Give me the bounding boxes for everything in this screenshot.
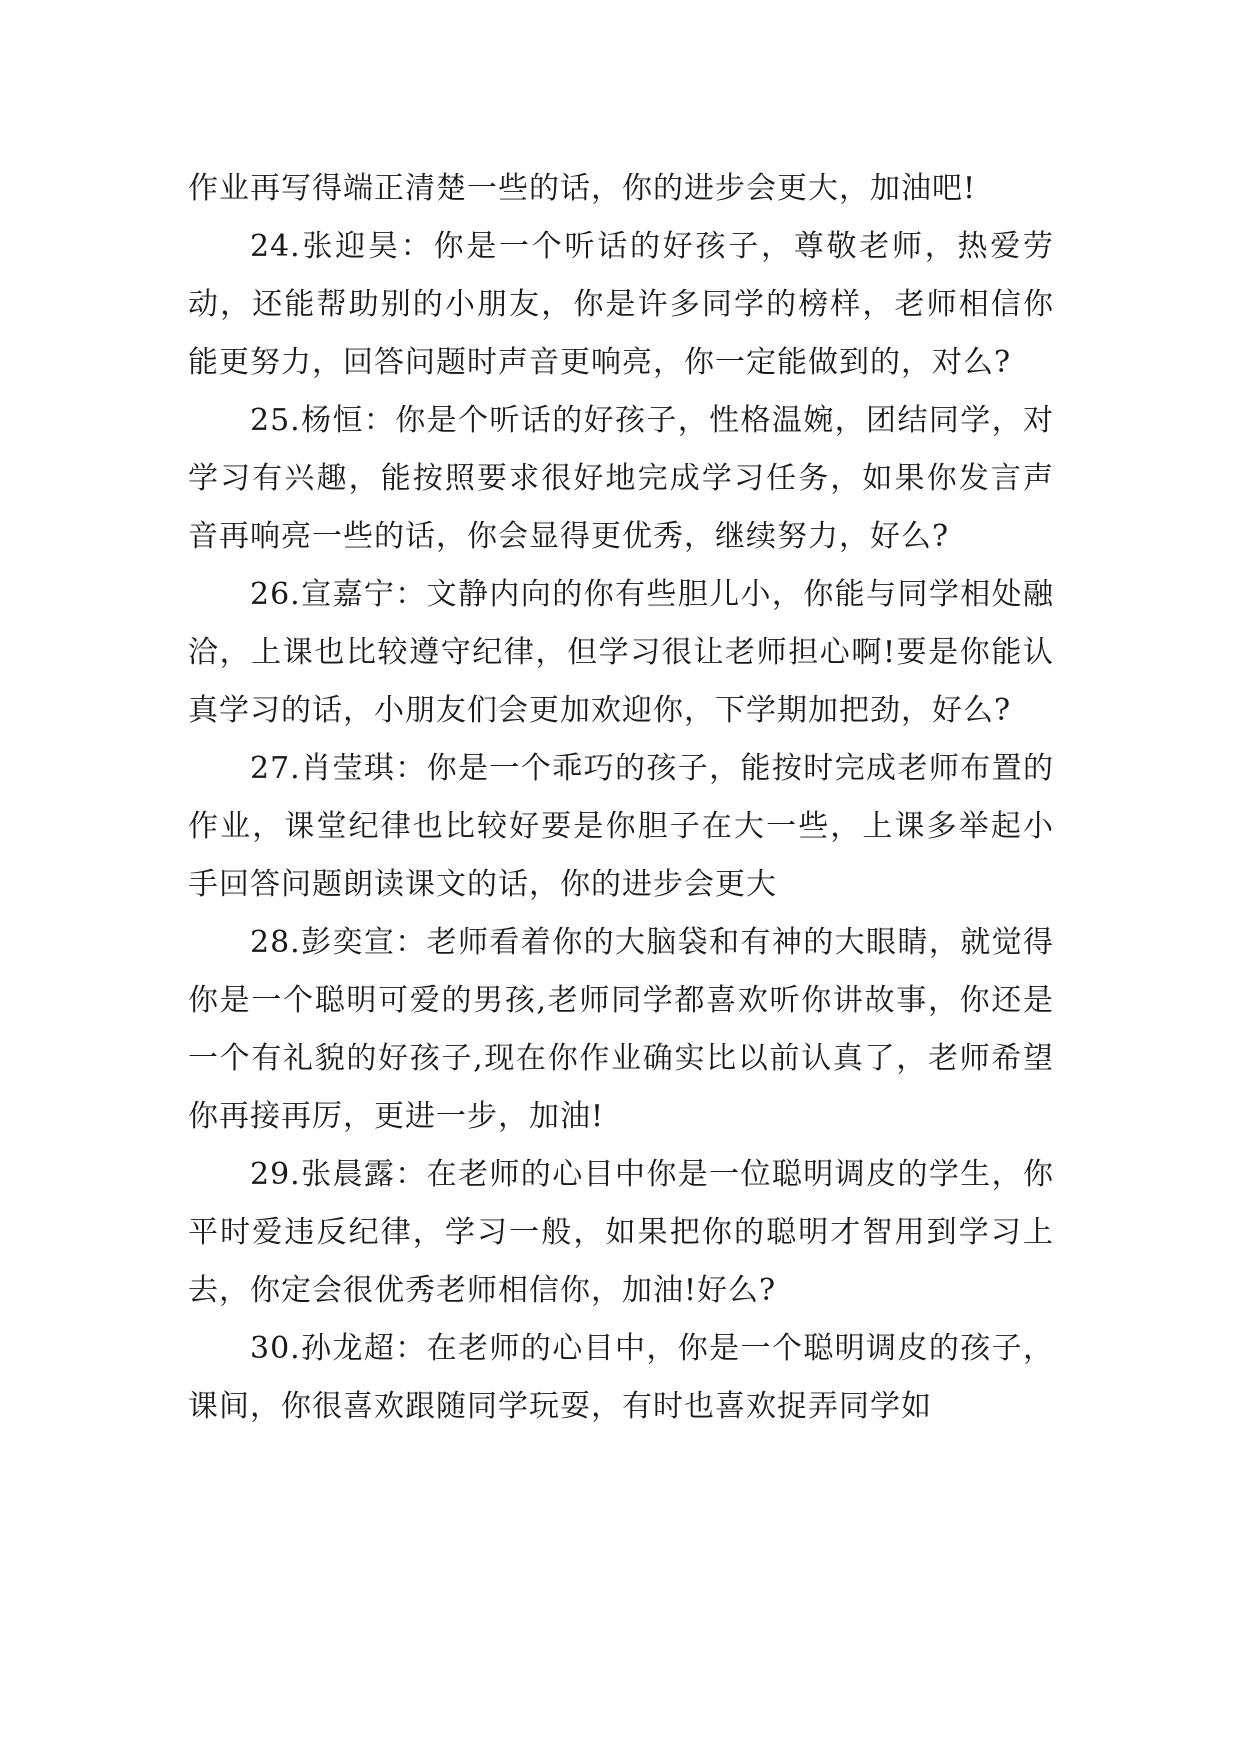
paragraph-comment-30: 30.孙龙超：在老师的心目中，你是一个聪明调皮的孩子，课间，你很喜欢跟随同学玩耍，有时也喜欢捉弄同学如 <box>188 1331 1054 1424</box>
paragraph-comment-24: 24.张迎昊：你是一个听话的好孩子，尊敬老师，热爱劳动，还能帮助别的小朋友，你是许多同学的榜样，老师相信你能更努力，回答问题时声音更响亮，你一定能做到的，对么? <box>188 229 1054 380</box>
paragraph-comment-26: 26.宣嘉宁：文静内向的你有些胆儿小，你能与同学相处融洽，上课也比较遵守纪律，但学习很让老师担心啊!要是你能认真学习的话，小朋友们会更加欢迎你，下学期加把劲，好么? <box>188 577 1054 728</box>
paragraph-continuation: 作业再写得端正清楚一些的话，你的进步会更大，加油吧! <box>188 171 977 206</box>
paragraph-comment-25: 25.杨恒：你是个听话的好孩子，性格温婉，团结同学，对学习有兴趣，能按照要求很好地完成学习任务，如果你发言声音再响亮一些的话，你会显得更优秀，继续努力，好么? <box>188 403 1054 554</box>
paragraph-comment-29: 29.张晨露：在老师的心目中你是一位聪明调皮的学生，你平时爱违反纪律，学习一般，如果把你的聪明才智用到学习上去，你定会很优秀老师相信你，加油!好么? <box>188 1157 1054 1308</box>
paragraph-comment-28: 28.彭奕宣：老师看着你的大脑袋和有神的大眼睛，就觉得你是一个聪明可爱的男孩,老师同学都喜欢听你讲故事，你还是一个有礼貌的好孩子,现在你作业确实比以前认真了，老师希望你再接再厉，更进一步，加油! <box>188 925 1054 1134</box>
document-body <box>188 160 1054 1436</box>
paragraph-comment-27: 27.肖莹琪：你是一个乖巧的孩子，能按时完成老师布置的作业，课堂纪律也比较好要是你胆子在大一些，上课多举起小手回答问题朗读课文的话，你的进步会更大 <box>188 751 1054 902</box>
